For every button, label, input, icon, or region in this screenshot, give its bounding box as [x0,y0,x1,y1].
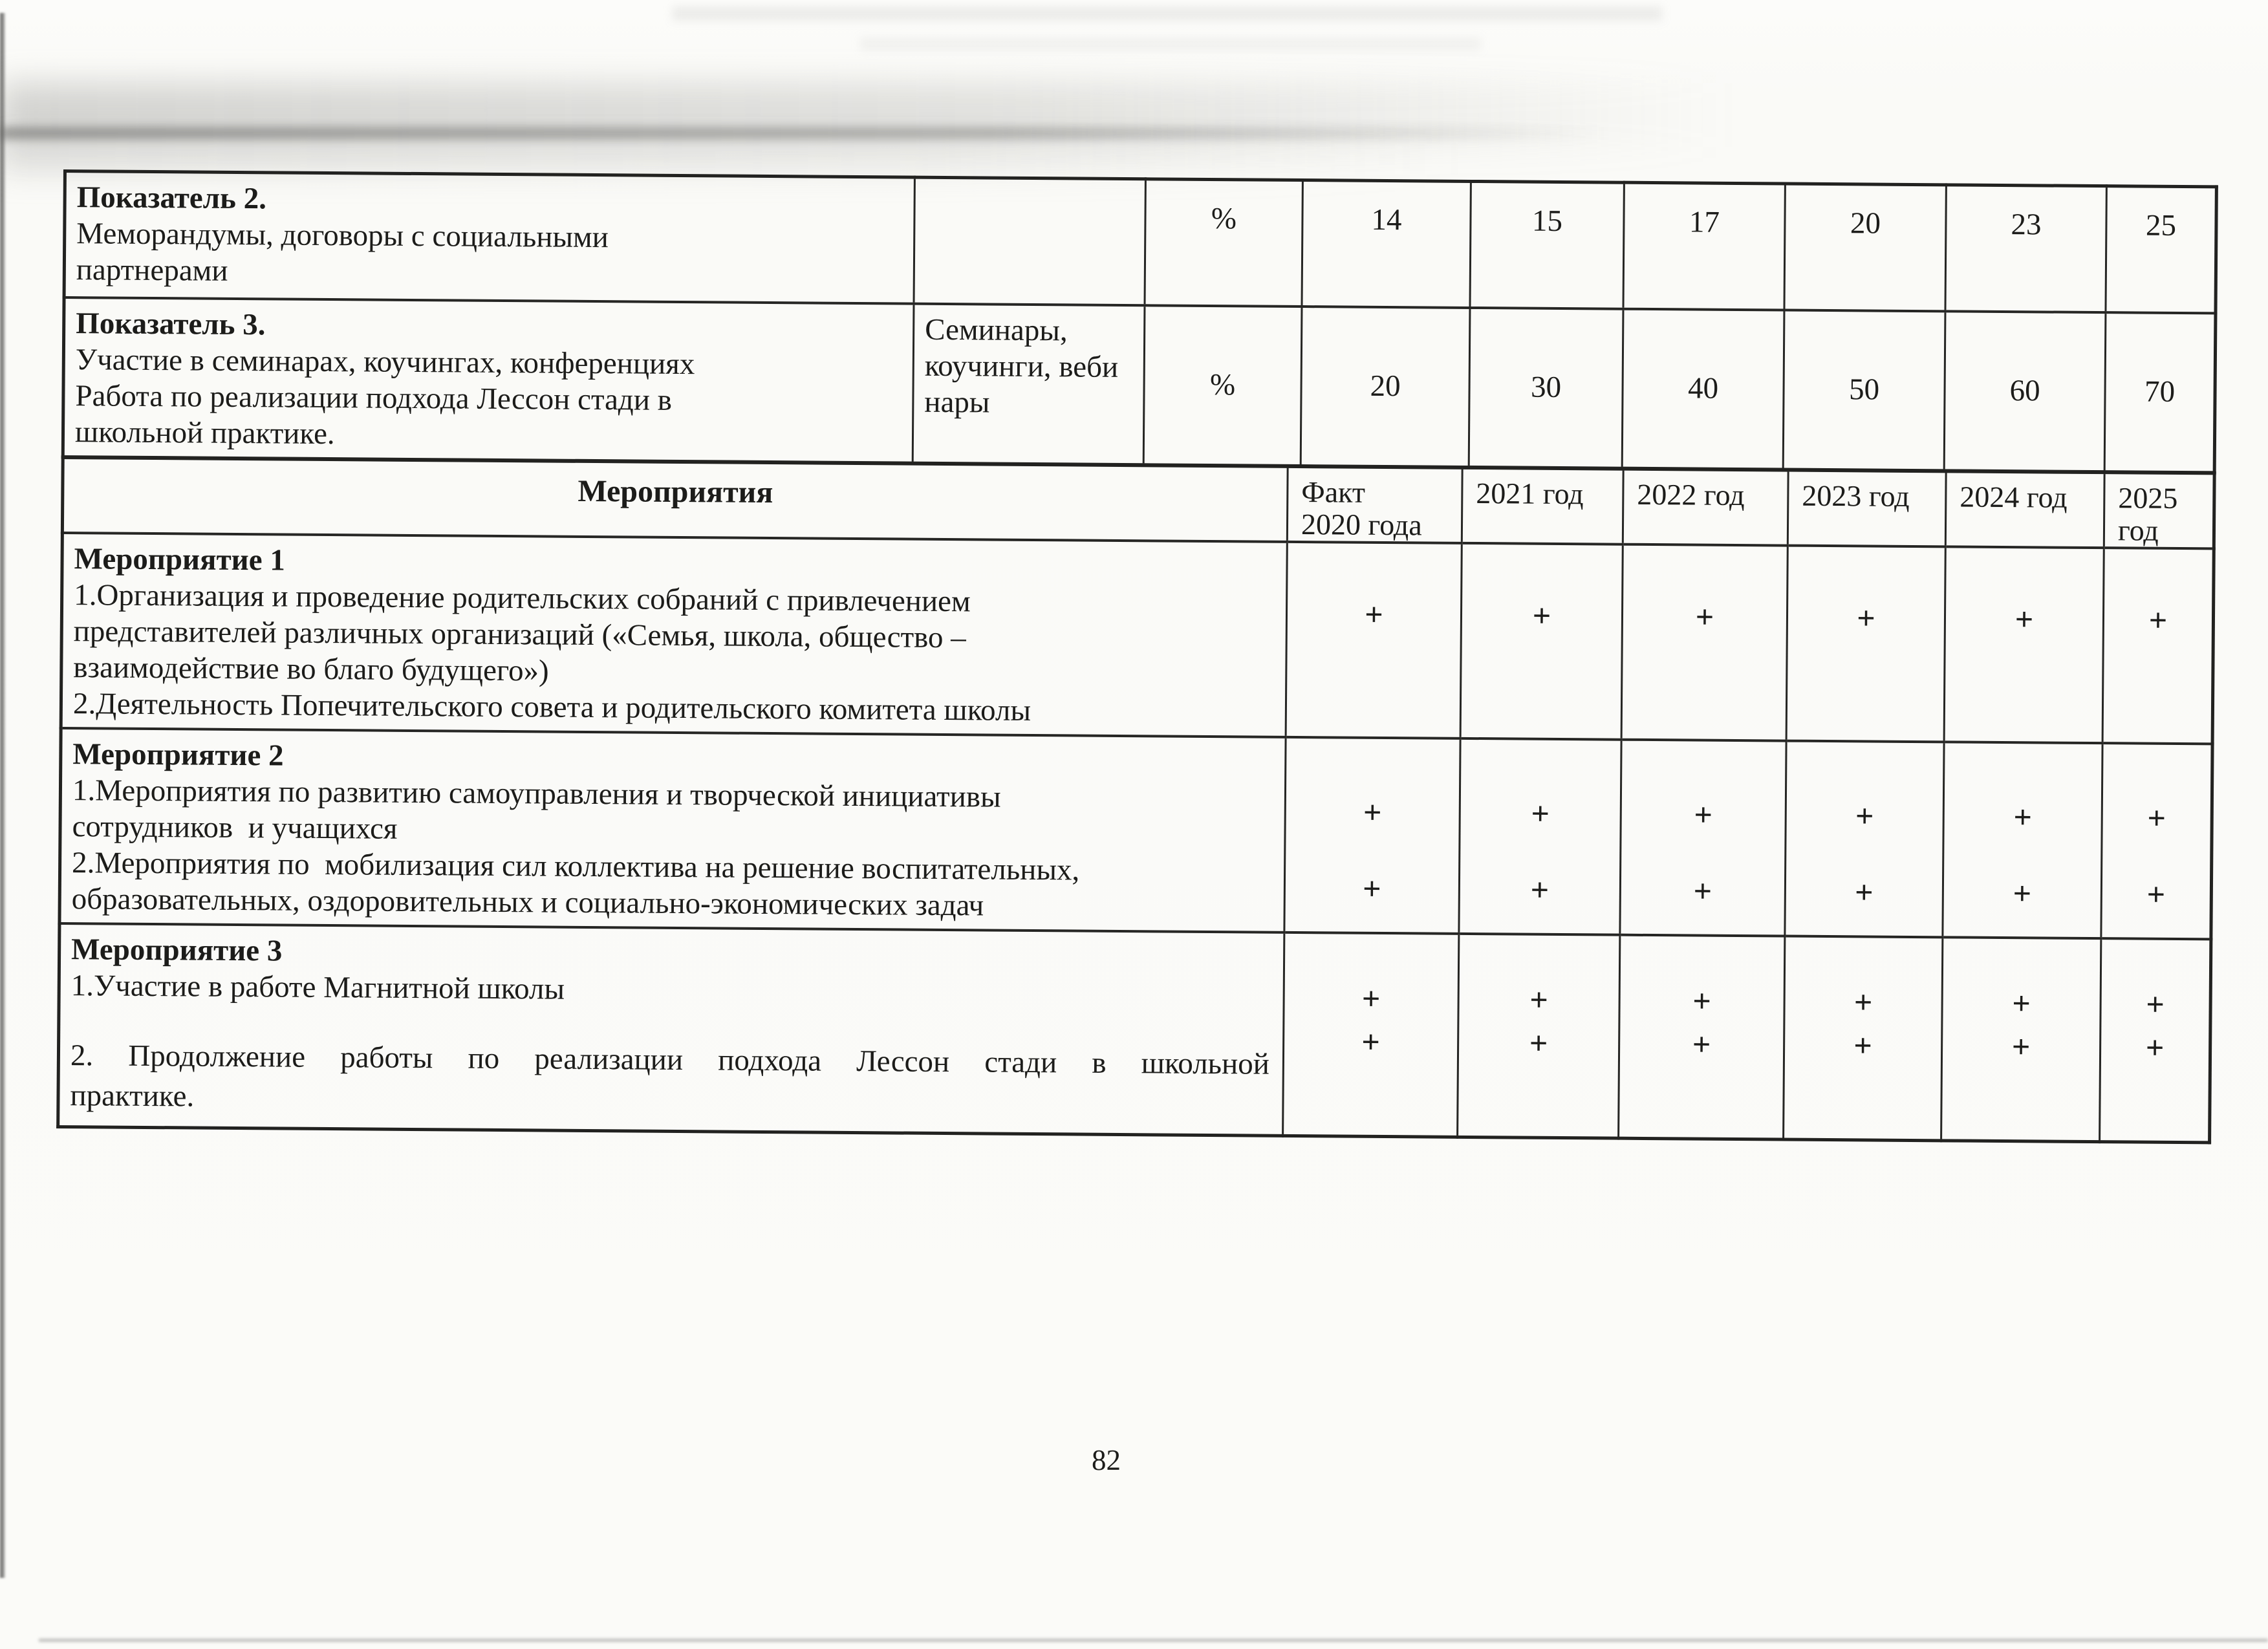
year-header-line: Факт [1301,475,1366,509]
scan-shadow-band-under [0,144,1539,175]
year-header-line: 2022 год [1637,477,1745,512]
mark-cell [1621,544,1787,740]
unit-cell: % [1143,305,1302,466]
event-text-line: образовательных, оздоровительных и социально-экономических задач [71,881,984,922]
event-title: Мероприятие 2 [72,737,284,773]
plus-mark: + [1857,599,1875,636]
plus-mark: + [1692,982,1712,1019]
plus-mark: + [1530,871,1550,908]
year-column-header [2104,472,2214,548]
event-row [59,727,2212,938]
unit-cell: % [1145,179,1302,307]
plus-mark: + [2012,984,2031,1021]
events-header-title: Мероприятия [62,457,1288,541]
scan-shadow-band-core [0,127,1656,140]
page-left-edge-shadow [0,13,6,1578]
event-text-line: 2.Деятельность Попечительского совета и родительского комитета школы [72,686,1031,727]
mark-cell [1286,541,1462,738]
year-column-header [1787,470,1946,546]
mark-cell [1944,546,2104,743]
plus-mark: + [1362,870,1381,907]
event-text-line: 1.Организация и проведение родительских собраний с привлечением [73,577,971,618]
plus-mark: + [1693,872,1712,909]
year-header-line: 2023 год [1802,479,1910,513]
plus-mark: + [1529,1024,1548,1061]
plus-mark: + [1854,873,1874,911]
value-cell: 50 [1783,310,1945,470]
mark-cell [1941,937,2101,1142]
value-cell: 20 [1301,307,1470,467]
year-header-line: 2024 год [1960,480,2068,514]
plus-mark: + [2011,1028,2031,1064]
indicator-row [64,171,2216,313]
indicators-table [61,169,2218,474]
indicator-row [63,297,2216,473]
mark-cell [2100,938,2211,1143]
event-text-cell [59,727,1286,932]
plus-mark: + [1853,983,1873,1020]
plus-mark: + [1692,1026,1711,1062]
value-cell: 25 [2106,186,2216,313]
value-cell: 15 [1470,181,1624,308]
year-header-line: 2021 год [1476,476,1584,510]
document-table-area [56,169,2218,1144]
mark-cell [2102,548,2214,744]
plus-mark: + [1853,1026,1873,1064]
event-text-line: взаимодействие во благо будущего») [73,650,549,688]
indicator-method-cell [914,177,1145,305]
page-bottom-edge-shadow [39,1639,2268,1642]
event-text-line: 2.Мероприятия по мобилизация сил коллектива на решение воспитательных, [71,845,1080,887]
ghost-text-artifact [673,6,1662,21]
event-text-cell [58,923,1284,1136]
value-cell: 17 [1623,182,1785,310]
events-table [56,455,2216,1144]
indicator-text-line: Работа по реализации подхода Лессон стади в [75,378,673,417]
value-cell: 20 [1784,184,1946,311]
mark-cell [1459,738,1621,934]
plus-mark: + [2145,1029,2165,1066]
event-title: Мероприятие 3 [70,932,283,968]
mark-cell [1620,739,1786,936]
mark-cell [1619,934,1785,1139]
mark-cell [1943,742,2102,938]
year-column-header [1945,471,2104,547]
year-column-header [1287,466,1462,543]
value-cell: 30 [1469,307,1623,468]
plus-mark: + [2014,600,2034,637]
event-text-cell [61,533,1287,737]
indicator-text-line: партнерами [76,253,228,288]
indicator-title: Показатель 3. [76,306,266,341]
indicator-text-line: Меморандумы, договоры с социальными [76,217,609,255]
event-text-line: представителей различных организаций («Семья, школа, общество – [73,614,966,654]
plus-mark: + [2147,799,2166,836]
plus-mark: + [2148,601,2168,638]
year-header-line: 2025 [2118,480,2178,515]
event-text-line: 1.Мероприятия по развитию самоуправления и творческой инициативы [72,773,1001,814]
mark-cell [1284,737,1460,933]
plus-mark: + [1361,1023,1381,1060]
mark-cell [1460,543,1623,739]
value-cell: 70 [2104,312,2216,473]
indicator-method-cell [913,303,1145,464]
plus-mark: + [1532,597,1551,634]
value-cell: 23 [1945,185,2106,312]
year-column-header [1623,469,1788,545]
value-cell: 40 [1622,308,1784,469]
mark-cell [1785,740,1944,937]
plus-mark: + [2013,798,2033,835]
indicator-text-line: Участие в семинарах, коучингах, конференциях [75,342,695,381]
plus-mark: + [1361,980,1381,1017]
plus-mark: + [1695,598,1714,635]
event-title: Мероприятие 1 [74,541,286,577]
event-text-line: сотрудников и учащихся [72,809,398,846]
plus-mark: + [1363,793,1382,830]
indicator-name-cell [63,297,914,463]
year-header-line: 2020 года [1301,507,1422,541]
year-column-header [1462,468,1623,544]
event-text-line: практике. [70,1078,195,1114]
ghost-text-artifact [860,38,1481,50]
mark-cell [2101,743,2212,939]
event-row [58,923,2211,1142]
event-text-line: 1.Участие в работе Магнитной школы [70,968,565,1006]
mark-cell [1784,936,1943,1141]
value-cell: 14 [1302,180,1471,308]
mark-cell [1283,932,1459,1137]
plus-mark: + [1855,797,1874,834]
indicator-name-cell [64,171,914,304]
event-row [61,533,2214,744]
indicator-text-line: школьной практике. [74,415,335,451]
plus-mark: + [2146,986,2165,1022]
indicator-title: Показатель 2. [76,180,267,216]
plus-mark: + [1694,796,1713,833]
mark-cell [1786,545,1945,742]
indicator-method-line: Семинары, [925,312,1068,347]
indicator-method-line: нары [924,385,990,420]
indicator-method-line: коучинги, веби [924,349,1119,384]
event-text-line: 2. Продолжение работы по реализации подхода Лессон стади в школьной [70,1038,1270,1081]
plus-mark: + [2146,876,2166,912]
year-header-line: год [2117,513,2159,547]
mark-cell [1458,933,1620,1138]
value-cell: 60 [1944,311,2106,471]
plus-mark: + [1529,981,1549,1018]
page-number: 82 [1092,1444,1121,1476]
plus-mark: + [1365,596,1383,632]
plus-mark: + [2013,874,2032,911]
plus-mark: + [1531,795,1550,832]
